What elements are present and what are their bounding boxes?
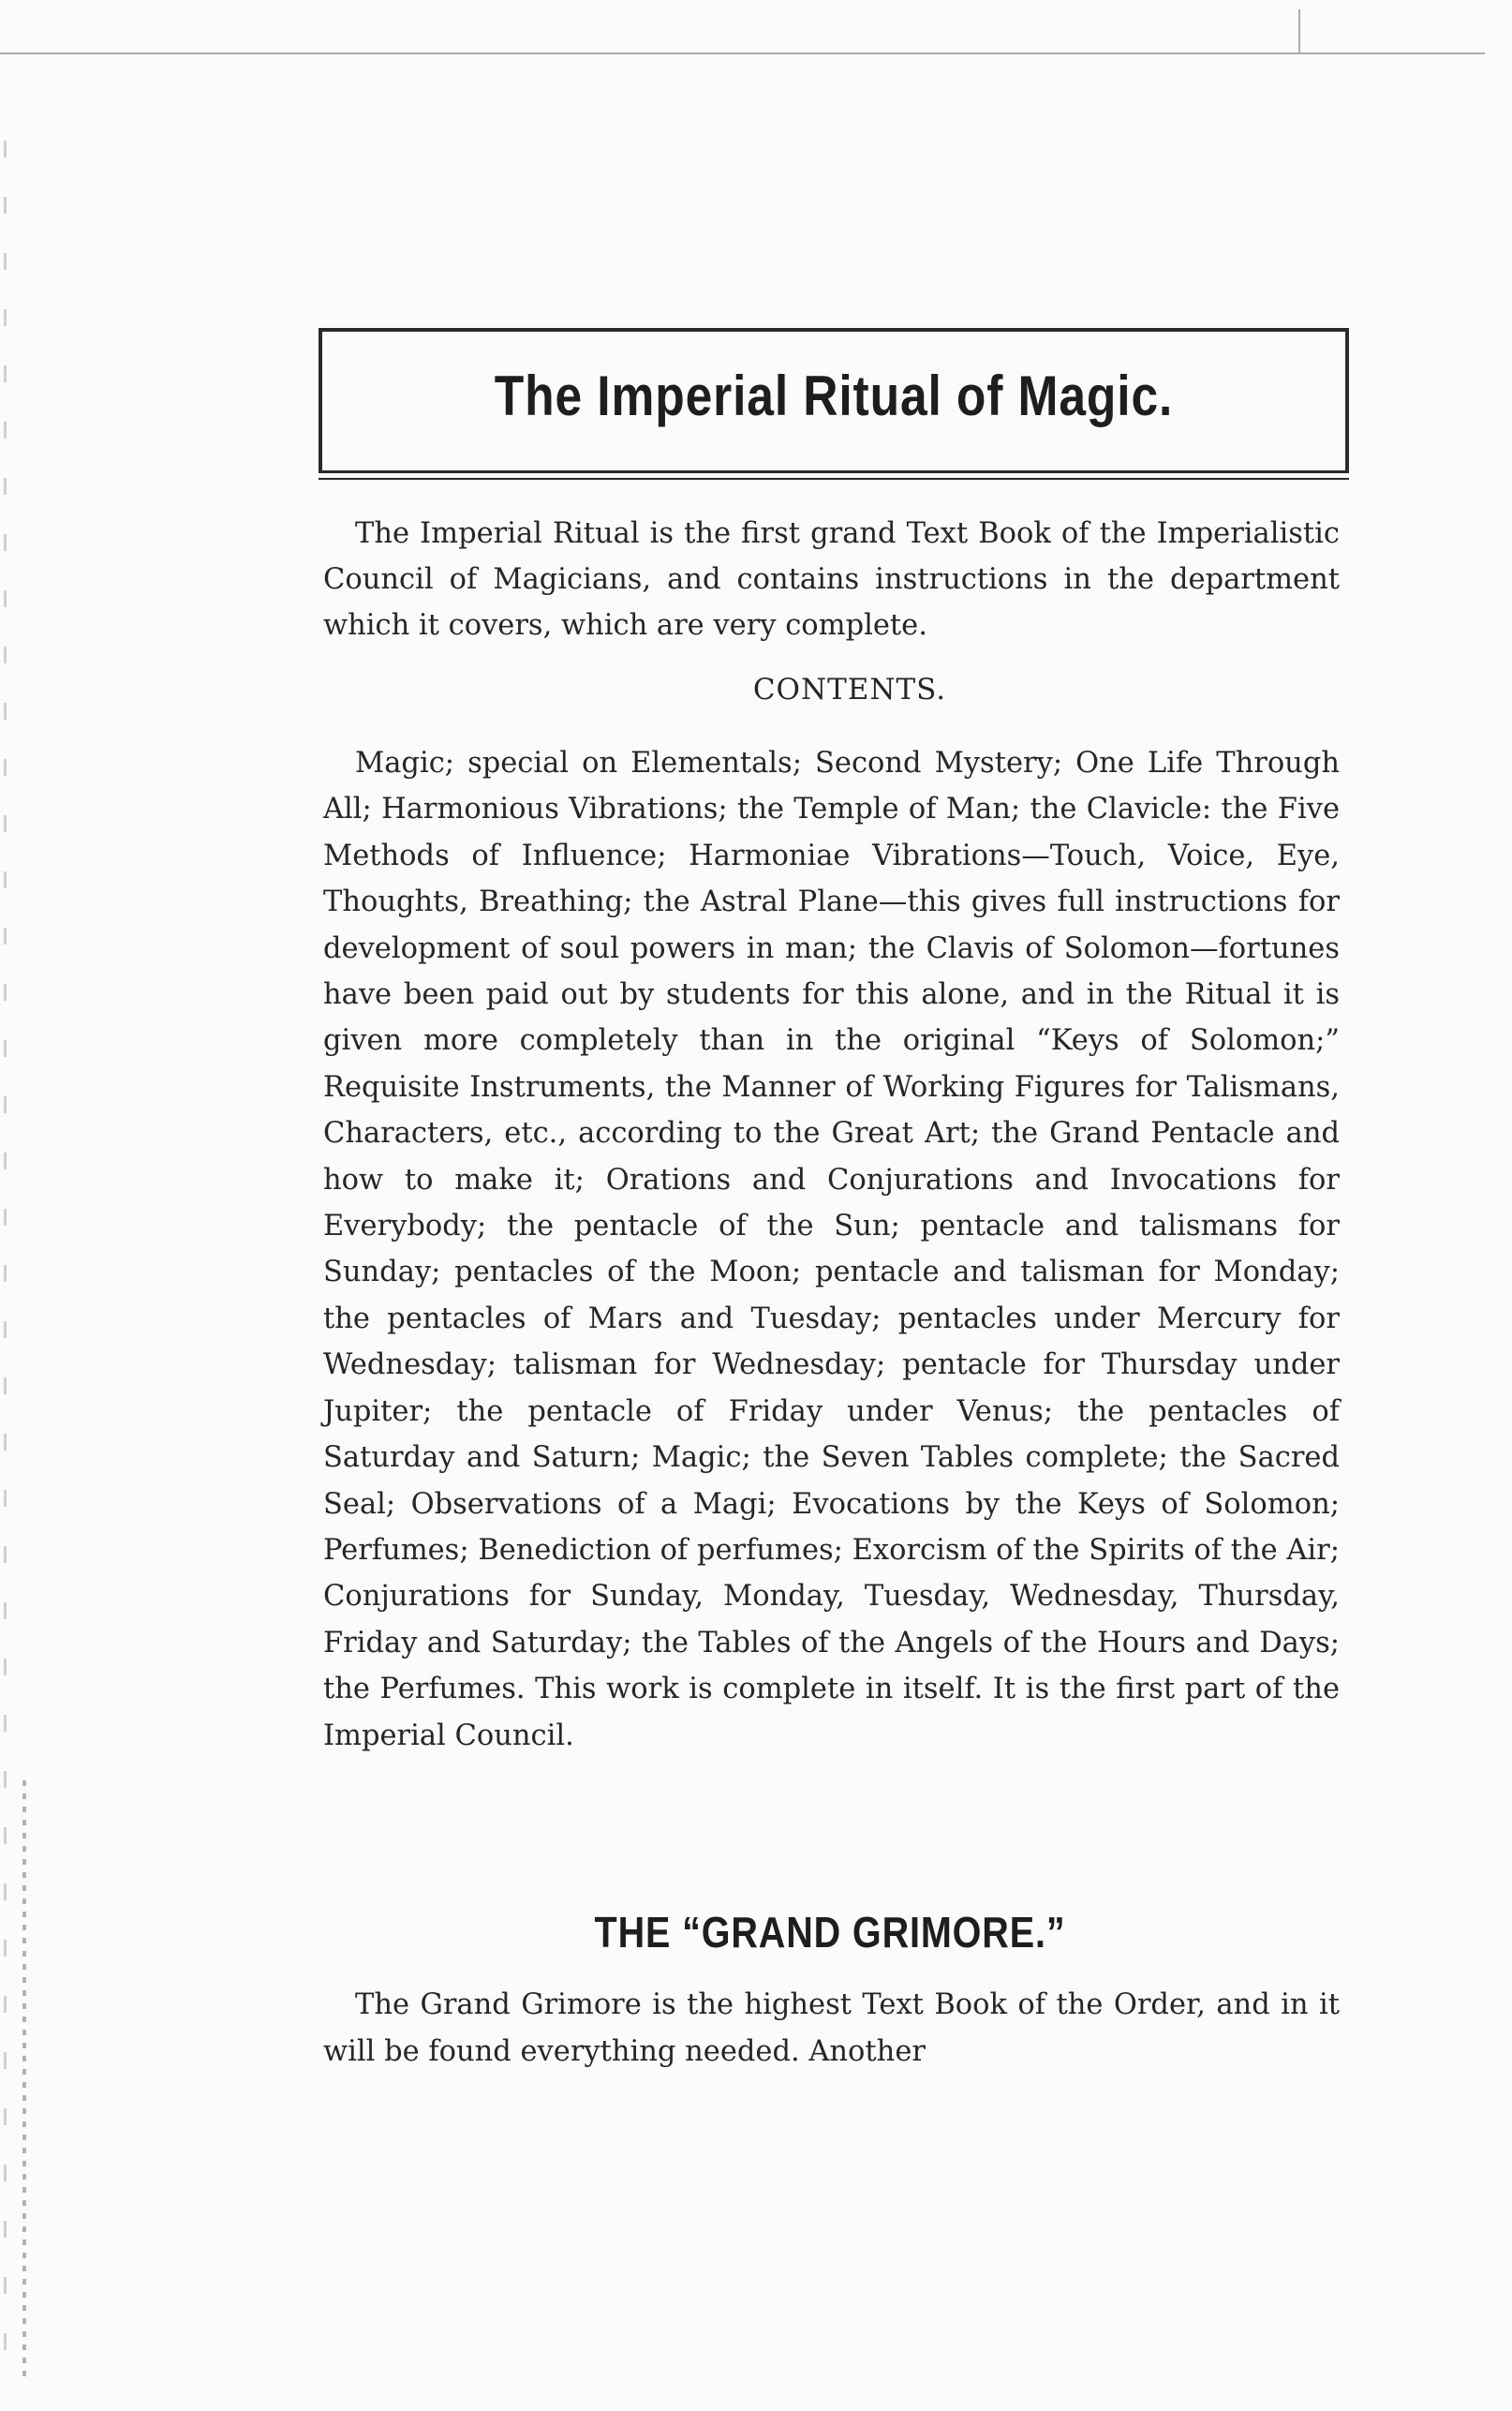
scan-top-rule	[0, 52, 1485, 54]
scan-binding-edge	[22, 1780, 26, 2380]
contents-heading: CONTENTS.	[752, 673, 947, 707]
scan-top-tick	[1298, 9, 1300, 52]
intro-paragraph: The Imperial Ritual is the first grand Text Book of the Imperialistic Council of Magicians, and contains instructions in the department which it covers, which are very complete.	[323, 517, 1340, 642]
page-title: The Imperial Ritual of Magic.	[494, 365, 1174, 427]
grand-grimore-paragraph: The Grand Grimore is the highest Text Book of the Order, and in it will be found everything needed. Another	[323, 1988, 1340, 2068]
contents-paragraph: Magic; special on Elementals; Second Mystery; One Life Through All; Harmonious Vibrations; the Temple of Man; the Clavicle: the Five Methods of Influence; Harmoniae Vibrations—Touch, Voice, Eye, Thoughts, Breathing; the Astral Plane—this gives full instructions for development of soul powers in man; the Clavis of Solomon—fortunes have been paid out by students for this alone, and in the Ritual it is given more completely than in the original “Keys of Solomon;” Requisite Instruments, the Manner of Working Figures for Talismans, Characters, etc., according to the Great Art; the Grand Pentacle and how to make it; Orations and Conjurations and Invocations for Everybody; the pentacle of the Sun; pentacle and talismans for Sunday; pentacles of the Moon; pentacle and talisman for Monday; the pentacles of Mars and Tuesday; pentacles under Mercury for Wednesday; talisman for Wednesday; pentacle for Thursday under Jupiter; the pentacle of Friday under Venus; the pentacles of Saturday and Saturn; Magic; the Seven Tables complete; the Sacred Seal; Observations of a Magi; Evocations by the Keys of Solomon; Perfumes; Benediction of perfumes; Exorcism of the Spirits of the Air; Conjurations for Sunday, Monday, Tuesday, Wednesday, Thursday, Friday and Saturday; the Tables of the Angels of the Hours and Days; the Perfumes. This work is complete in itself. It is the first part of the Imperial Council.	[323, 747, 1340, 1752]
scan-left-edge	[4, 141, 7, 2389]
grand-grimore-heading: THE “GRAND GRIMORE.”	[594, 1908, 1066, 1957]
title-box	[319, 328, 1349, 473]
